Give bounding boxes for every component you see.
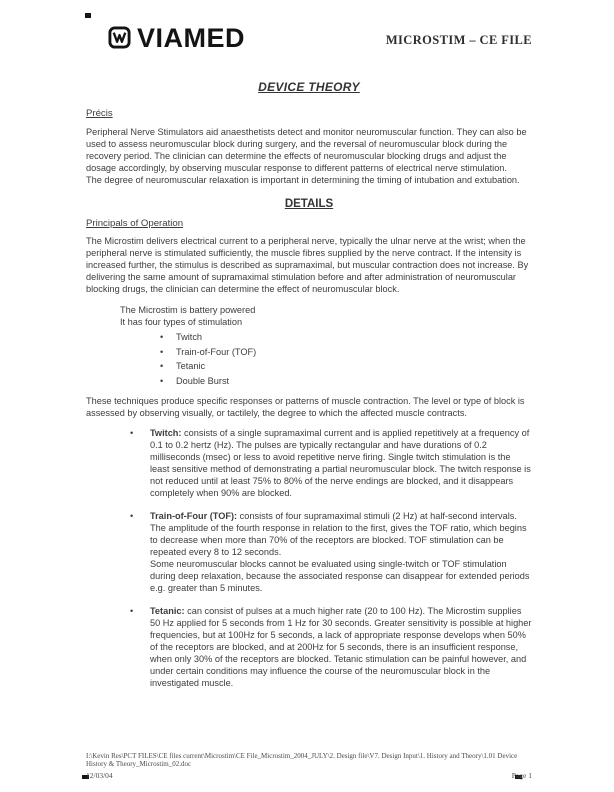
battery-line: The Microstim is battery powered — [120, 305, 256, 315]
term-description-extra: Some neuromuscular blocks cannot be evaluated using single-twitch or TOF stimulation during deep relaxation, because the associated response can disappear for extended periods e.g. greater than 5 minutes. — [150, 559, 530, 593]
viamed-monogram-icon — [108, 26, 131, 49]
description-list — [86, 427, 532, 689]
techniques-paragraph: These techniques produce specific responses or patterns of muscle contraction. The level or type of block is assessed by observing visually, or tactilely, the degree to which the affected muscle contracts. — [86, 396, 525, 418]
term-label: Twitch: — [150, 428, 182, 438]
doc-reference-title: MICROSTIM – CE FILE — [385, 33, 532, 47]
list-item: • Tetanic — [160, 359, 532, 374]
viamed-logo — [108, 22, 246, 53]
list-item — [86, 510, 532, 594]
bullet-icon — [130, 605, 150, 689]
term-description: consists of four supramaximal stimuli (2 Hz) at half-second intervals. The amplitude of the fourth response in relation to the first, gives the TOF ratio, which begins to decrease when more than 70% of the receptors are blocked. TOF stimulation can be repeated every 8 to 12 seconds. — [150, 511, 527, 557]
precis-heading: Précis — [86, 108, 113, 119]
term-description: can consist of pulses at a much higher rate (20 to 100 Hz). The Microstim supplies 50 Hz applied for 5 seconds from 1 Hz for 30 seconds. Greater sensitivity is possible at higher frequencies, but at 100Hz for 5 seconds, a lack of appropriate response develops when 50% of the receptors are blocked, and at 200Hz for 5 seconds, there is an insufficient response, when only 30% of the receptors are blocked. Tetanic stimulation can be painful however, and under certain conditions may influence the course of the neuromuscular block in the investigated muscle. — [150, 606, 532, 688]
list-item — [86, 605, 532, 689]
page-number: Page 1 — [511, 770, 532, 780]
list-item — [86, 427, 532, 499]
principals-heading: Principals of Operation — [86, 218, 184, 229]
term-description: consists of a single supramaximal current and is applied repetitively at a frequency of 0.1 to 0.2 hertz (Hz). The pulses are typically rectangular and have durations of 0.2 milliseconds (msec) or less to avoid repetitive nerve firing. Single twitch stimulation is the least sensitive method of demonstrating a partial neuromuscular block. The twitch response is not reduced until at least 75% to 80% of the nerve endings are blocked, and it disappears completely when 90% are blocked. — [150, 428, 531, 498]
term-label: Tetanic: — [150, 606, 185, 616]
description-text — [150, 510, 532, 594]
file-path: I:\Kevin Res\PCT FILES\CE files current\Microstim\CE File_Microstim_2004_JULY\2. Design file\V7. Design Input\1. History and Theory\1.01 Device History & Theory_Microstim_02.doc — [86, 751, 518, 768]
page-header — [86, 22, 532, 53]
page-footer — [86, 752, 532, 781]
indented-lines — [120, 304, 532, 328]
operation-paragraph: The Microstim delivers electrical current to a peripheral nerve, typically the ulnar nerve at the wrist; when the peripheral nerve is stimulated sufficiently, the muscle fibres supplied by the nerve contract. If the intensity is increased further, the stimulus is described as supramaximal, but muscular contraction does not increase. By delivering the same amount of supramaximal stimulation before and after administration of neuromuscular blocking drugs, the clinician can determine the effect of neuromuscular block. — [86, 236, 529, 294]
bullet-icon — [130, 510, 150, 594]
precis-paragraph-2: The degree of neuromuscular relaxation is important in determining the timing of intubation and extubation. — [86, 175, 520, 185]
list-item: • Twitch — [160, 330, 532, 345]
bullet-icon — [130, 427, 150, 499]
term-label: Train-of-Four (TOF): — [150, 511, 238, 521]
stimulation-type-list — [160, 330, 532, 388]
page-title: DEVICE THEORY — [258, 80, 360, 94]
description-text — [150, 427, 532, 499]
list-item: • Double Burst — [160, 374, 532, 389]
types-line: It has four types of stimulation — [120, 317, 243, 327]
logo-text: VIAMED — [137, 22, 246, 53]
page-content — [86, 22, 532, 700]
crop-mark-top-left — [85, 13, 91, 18]
description-text — [150, 605, 532, 689]
list-item: • Train-of-Four (TOF) — [160, 345, 532, 360]
details-heading: DETAILS — [284, 198, 334, 210]
footer-row — [86, 772, 532, 781]
footer-date: 12/03/04 — [86, 770, 113, 780]
precis-paragraph: Peripheral Nerve Stimulators aid anaesthetists detect and monitor neuromuscular function. They can also be used to assess neuromuscular block during surgery, and the reversal of neuromuscular block during the recovery period. The clinician can determine the effects of neuromuscular blocking drugs and adjust the dosage accordingly, by observing muscular response to different patterns of electrical nerve stimulation. — [86, 127, 527, 173]
